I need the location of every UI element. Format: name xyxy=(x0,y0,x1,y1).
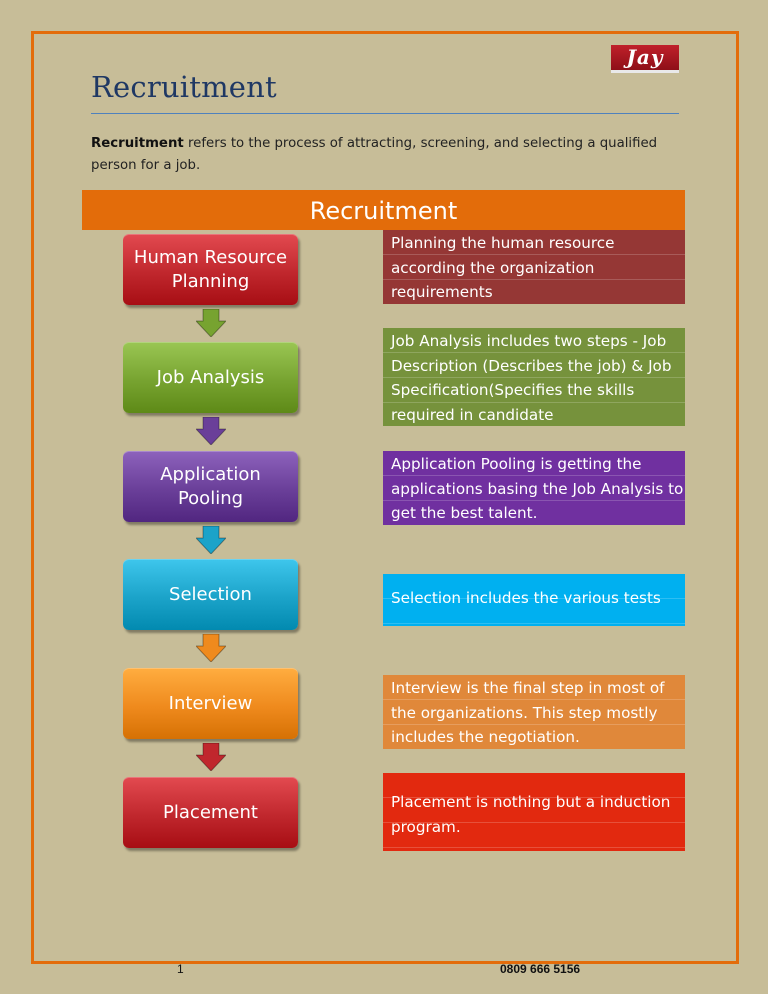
down-arrow-icon xyxy=(196,526,226,554)
down-arrow-icon xyxy=(196,634,226,662)
phone-number: 0809 666 5156 xyxy=(500,962,581,976)
step-label: Interview xyxy=(168,692,253,714)
step-label: Placement xyxy=(163,801,258,823)
step-description: Job Analysis includes two steps - Job Description (Describes the job) & Job Specification(Specifies the skills required in candidate xyxy=(383,328,685,426)
step-label: Application Pooling xyxy=(160,463,261,509)
step-job-analysis[interactable] xyxy=(123,342,298,413)
intro-text: refers to the process of attracting, screening, and selecting a qualified person for a job. xyxy=(91,136,658,173)
down-arrow-icon xyxy=(196,743,226,771)
step-interview[interactable] xyxy=(123,668,298,739)
title-underline xyxy=(91,113,679,114)
step-description: Selection includes the various tests xyxy=(383,574,685,626)
step-description: Application Pooling is getting the applications basing the Job Analysis to get the best talent. xyxy=(383,451,685,525)
step-placement[interactable] xyxy=(123,777,298,848)
down-arrow-icon xyxy=(196,417,226,445)
step-label: Human Resource Planning xyxy=(133,246,288,292)
page-number: 1 xyxy=(177,962,184,976)
intro-paragraph xyxy=(91,133,691,177)
step-selection[interactable] xyxy=(123,559,298,630)
step-label: Selection xyxy=(169,583,252,605)
step-description: Placement is nothing but a induction program. xyxy=(383,773,685,851)
diagram-banner: Recruitment xyxy=(82,190,685,230)
step-application-pooling[interactable] xyxy=(123,451,298,522)
down-arrow-icon xyxy=(196,309,226,337)
step-label: Job Analysis xyxy=(156,366,265,388)
intro-term: Recruitment xyxy=(91,136,184,151)
page-title: Recruitment xyxy=(91,70,277,104)
step-description: Planning the human resource according the organization requirements xyxy=(383,230,685,304)
brand-logo: Jay xyxy=(611,45,679,73)
step-human-resource-planning[interactable] xyxy=(123,234,298,305)
step-description: Interview is the final step in most of the organizations. This step mostly includes the negotiation. xyxy=(383,675,685,749)
